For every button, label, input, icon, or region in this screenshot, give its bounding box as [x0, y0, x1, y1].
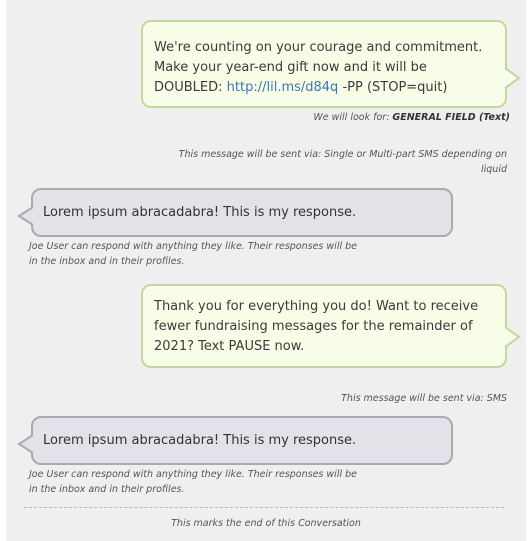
- response-bubble: [31, 416, 453, 465]
- sent-via-note: This message will be sent via: SMS: [341, 393, 507, 404]
- divider: [24, 507, 504, 508]
- bubble-tail-icon: [17, 435, 33, 459]
- message-text-suffix: -PP (STOP=quit): [338, 80, 448, 95]
- end-of-conversation-note: This marks the end of this Conversation: [171, 518, 361, 529]
- look-for-note: We will look for: GENERAL FIELD (Text): [313, 112, 510, 123]
- response-note: Joe User can respond with anything they like. Their responses will be in the inbox and in their profiles.: [29, 469, 357, 495]
- response-text: Lorem ipsum abracadabra! This is my response.: [43, 205, 357, 220]
- bubble-tail-icon: [17, 207, 33, 231]
- message-text: Thank you for everything you do! Want to receive fewer fundraising messages for the remainder of 2021? Text PAUSE now.: [154, 299, 479, 354]
- message-text: We're counting on your courage and commitment. Make your year-end gift now and it will be DOUBLED:: [154, 40, 483, 95]
- bubble-tail-icon: [505, 327, 521, 351]
- message-link[interactable]: http://lil.ms/d84q: [226, 80, 339, 95]
- outgoing-message-bubble: [141, 20, 507, 108]
- response-text: Lorem ipsum abracadabra! This is my response.: [43, 433, 357, 448]
- bubble-tail-icon: [505, 68, 521, 92]
- outgoing-message-bubble: [141, 284, 507, 368]
- field-name: GENERAL FIELD (Text): [392, 112, 510, 123]
- response-bubble: [31, 188, 453, 237]
- response-note: Joe User can respond with anything they like. Their responses will be in the inbox and in their profiles.: [29, 241, 357, 267]
- sent-via-note: This message will be sent via: Single or Multi-part SMS depending on liquid: [178, 149, 507, 175]
